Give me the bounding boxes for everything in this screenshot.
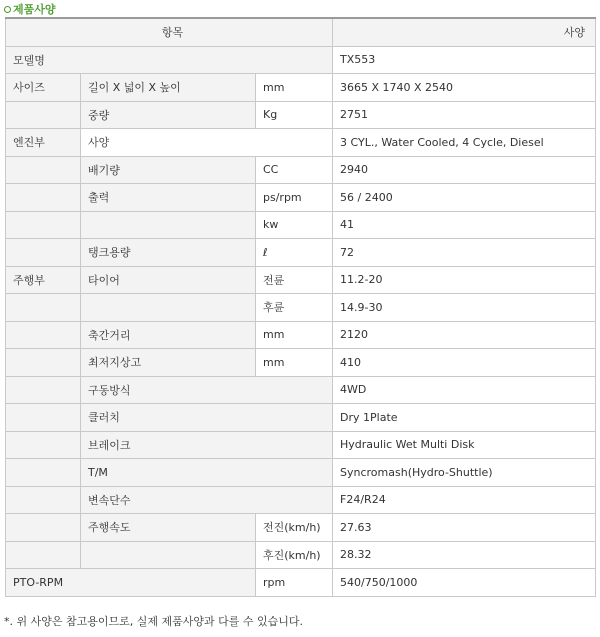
table-row — [6, 266, 596, 294]
cell-category — [6, 101, 81, 129]
cell-unit: 후륜 — [256, 294, 333, 322]
cell-unit: mm — [256, 74, 333, 102]
cell-category — [6, 349, 81, 377]
cell-value: Hydraulic Wet Multi Disk — [333, 431, 596, 459]
cell-item: 축간거리 — [81, 321, 256, 349]
disclaimer-note: *. 위 사양은 참고용이므로, 실제 제품사양과 다를 수 있습니다. — [4, 615, 303, 628]
cell-category — [6, 514, 81, 542]
cell-unit: 전진(km/h) — [256, 514, 333, 542]
cell-category — [6, 541, 81, 569]
table-row — [6, 486, 596, 514]
section-title-text: 제품사양 — [13, 3, 56, 16]
cell-value: 72 — [333, 239, 596, 267]
cell-item: T/M — [81, 459, 333, 487]
cell-value: 3 CYL., Water Cooled, 4 Cycle, Diesel — [333, 129, 596, 157]
table-row — [6, 459, 596, 487]
cell-value: TX553 — [333, 46, 596, 74]
cell-item: 배기량 — [81, 156, 256, 184]
cell-category — [6, 459, 81, 487]
cell-unit: CC — [256, 156, 333, 184]
cell-item: 주행속도 — [81, 514, 256, 542]
table-row — [6, 156, 596, 184]
cell-value: 56 / 2400 — [333, 184, 596, 212]
cell-category — [6, 156, 81, 184]
cell-category — [6, 431, 81, 459]
cell-value: 4WD — [333, 376, 596, 404]
cell-category: 주행부 — [6, 266, 81, 294]
cell-value: 2120 — [333, 321, 596, 349]
cell-value: 410 — [333, 349, 596, 377]
cell-value: F24/R24 — [333, 486, 596, 514]
cell-category: 엔진부 — [6, 129, 81, 157]
cell-value: 540/750/1000 — [333, 569, 596, 597]
header-spec: 사양 — [333, 18, 596, 46]
cell-item: 길이 X 넓이 X 높이 — [81, 74, 256, 102]
cell-value: 28.32 — [333, 541, 596, 569]
cell-item: 사양 — [81, 129, 333, 157]
table-row — [6, 404, 596, 432]
cell-unit: ℓ — [256, 239, 333, 267]
cell-item: 최저지상고 — [81, 349, 256, 377]
table-row — [6, 569, 596, 597]
cell-unit: ps/rpm — [256, 184, 333, 212]
cell-label: 모델명 — [6, 46, 333, 74]
cell-item: 구동방식 — [81, 376, 333, 404]
cell-item: 중량 — [81, 101, 256, 129]
table-row — [6, 129, 596, 157]
cell-value: 41 — [333, 211, 596, 239]
cell-unit: Kg — [256, 101, 333, 129]
table-row — [6, 46, 596, 74]
spec-table — [5, 17, 596, 597]
table-header-row — [6, 18, 596, 46]
cell-value: 11.2-20 — [333, 266, 596, 294]
cell-category — [6, 376, 81, 404]
cell-value: 3665 X 1740 X 2540 — [333, 74, 596, 102]
table-row — [6, 184, 596, 212]
cell-item — [81, 541, 256, 569]
cell-category — [6, 294, 81, 322]
cell-unit: mm — [256, 349, 333, 377]
section-title — [4, 2, 56, 16]
cell-category: 사이즈 — [6, 74, 81, 102]
table-row — [6, 431, 596, 459]
cell-item: 브레이크 — [81, 431, 333, 459]
cell-item: 변속단수 — [81, 486, 333, 514]
cell-item: 탱크용량 — [81, 239, 256, 267]
cell-value: 2940 — [333, 156, 596, 184]
table-row — [6, 349, 596, 377]
cell-value: Syncromash(Hydro-Shuttle) — [333, 459, 596, 487]
table-row — [6, 294, 596, 322]
header-item: 항목 — [6, 18, 333, 46]
cell-category — [6, 321, 81, 349]
cell-category — [6, 404, 81, 432]
table-row — [6, 514, 596, 542]
table-row — [6, 239, 596, 267]
cell-unit: 후진(km/h) — [256, 541, 333, 569]
table-row — [6, 541, 596, 569]
table-row — [6, 321, 596, 349]
cell-label: PTO-RPM — [6, 569, 256, 597]
cell-item: 클러치 — [81, 404, 333, 432]
cell-value: 27.63 — [333, 514, 596, 542]
cell-category — [6, 239, 81, 267]
cell-item — [81, 294, 256, 322]
cell-unit: kw — [256, 211, 333, 239]
cell-unit: 전륜 — [256, 266, 333, 294]
cell-unit: mm — [256, 321, 333, 349]
table-row — [6, 211, 596, 239]
cell-unit: rpm — [256, 569, 333, 597]
cell-value: 14.9-30 — [333, 294, 596, 322]
table-row — [6, 376, 596, 404]
circle-bullet-icon — [4, 6, 11, 13]
cell-item: 출력 — [81, 184, 256, 212]
table-row — [6, 101, 596, 129]
cell-value: Dry 1Plate — [333, 404, 596, 432]
cell-category — [6, 211, 81, 239]
cell-item: 타이어 — [81, 266, 256, 294]
table-row — [6, 74, 596, 102]
cell-category — [6, 486, 81, 514]
cell-item — [81, 211, 256, 239]
cell-value: 2751 — [333, 101, 596, 129]
cell-category — [6, 184, 81, 212]
